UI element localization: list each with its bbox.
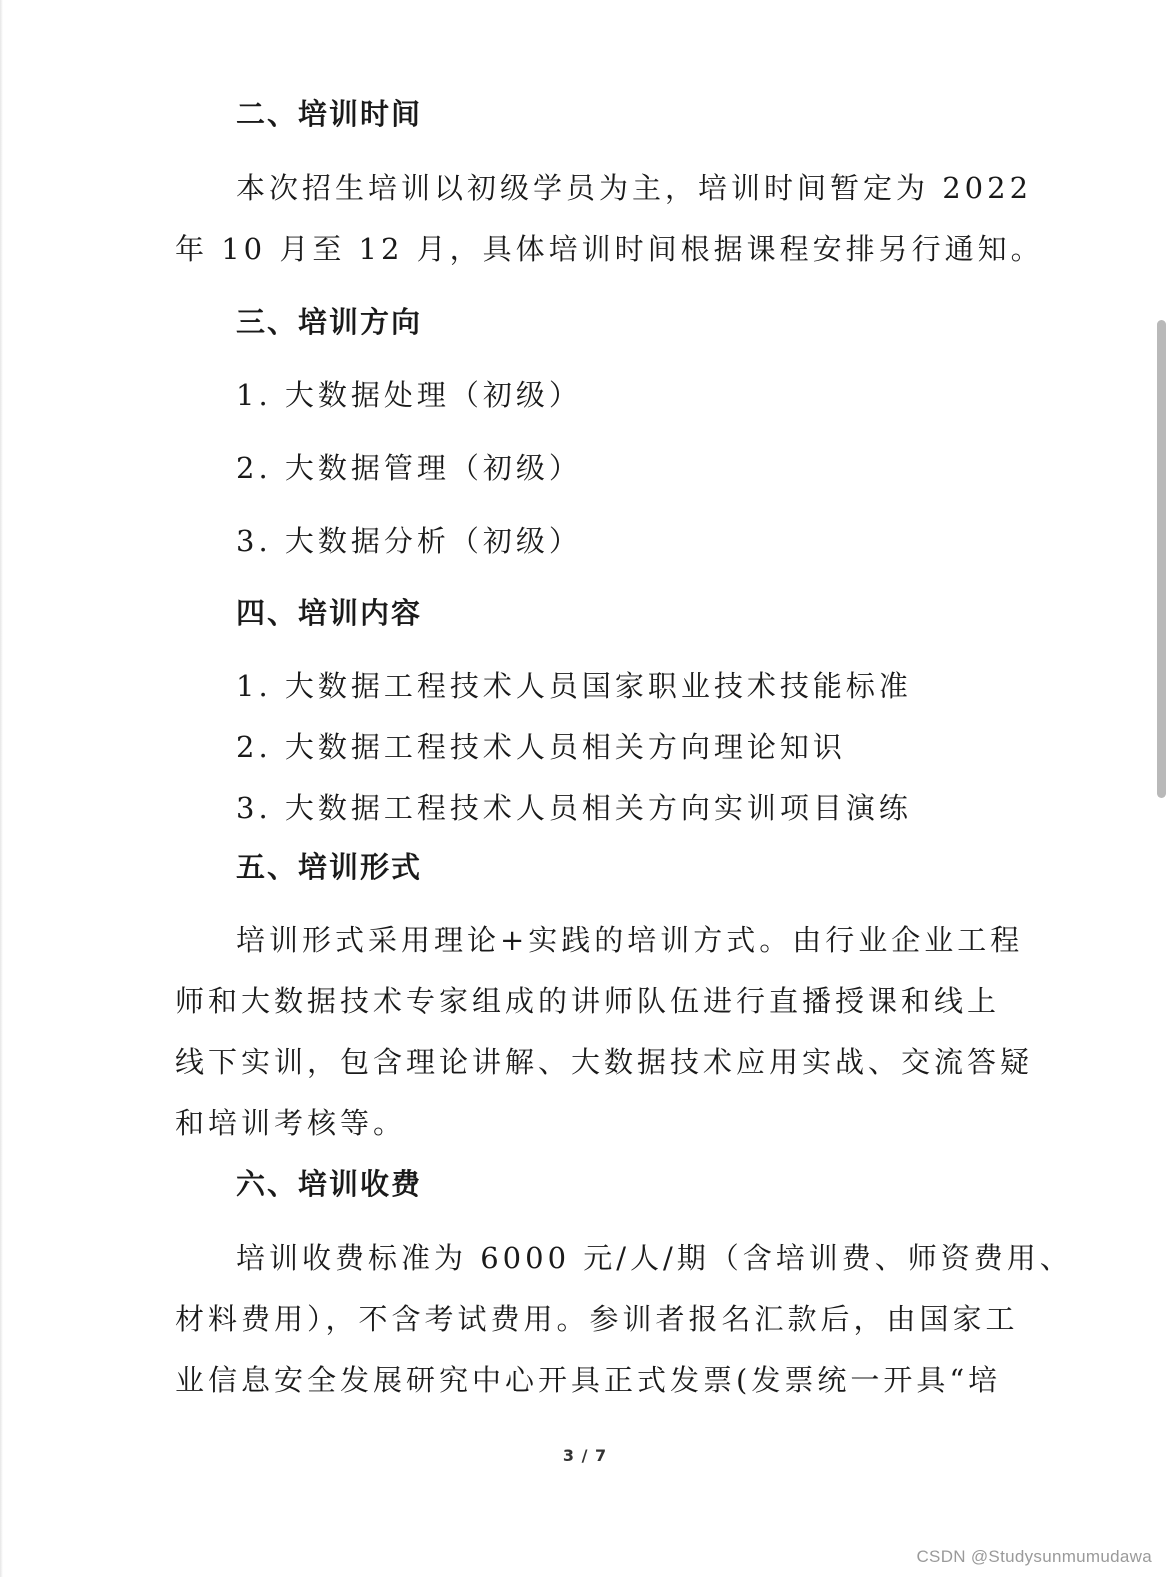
paragraph-line: 培训收费标准为 6000 元/人/期（含培训费、师资费用、 bbox=[236, 1241, 1073, 1275]
list-item: 1. 大数据处理（初级） bbox=[236, 378, 582, 412]
section-heading-training-content: 四、培训内容 bbox=[236, 596, 423, 630]
page-number: 3 / 7 bbox=[562, 1446, 608, 1465]
paragraph-line: 和培训考核等。 bbox=[175, 1106, 407, 1140]
list-item: 2. 大数据工程技术人员相关方向理论知识 bbox=[236, 730, 846, 764]
section-heading-training-format: 五、培训形式 bbox=[236, 850, 423, 884]
section-heading-training-direction: 三、培训方向 bbox=[236, 305, 423, 339]
paragraph-line: 年 10 月至 12 月，具体培训时间根据课程安排另行通知。 bbox=[175, 232, 1044, 266]
scrollbar-thumb[interactable] bbox=[1157, 320, 1166, 798]
list-item: 1. 大数据工程技术人员国家职业技术技能标准 bbox=[236, 669, 912, 703]
csdn-watermark: CSDN @Studysunmumudawa bbox=[916, 1547, 1152, 1566]
page-edge-shadow bbox=[0, 0, 3, 1577]
paragraph-line: 培训形式采用理论+实践的培训方式。由行业企业工程 bbox=[236, 923, 1024, 957]
scrollbar-track[interactable] bbox=[1152, 0, 1170, 1577]
paragraph-line: 材料费用），不含考试费用。参训者报名汇款后，由国家工 bbox=[175, 1302, 1019, 1336]
list-item: 3. 大数据分析（初级） bbox=[236, 524, 582, 558]
paragraph-line: 业信息安全发展研究中心开具正式发票(发票统一开具“培 bbox=[175, 1363, 1002, 1397]
section-heading-training-fee: 六、培训收费 bbox=[236, 1167, 423, 1201]
paragraph-line: 师和大数据技术专家组成的讲师队伍进行直播授课和线上 bbox=[175, 984, 1001, 1018]
paragraph-line: 本次招生培训以初级学员为主，培训时间暂定为 2022 bbox=[236, 171, 1033, 205]
list-item: 2. 大数据管理（初级） bbox=[236, 451, 582, 485]
section-heading-training-time: 二、培训时间 bbox=[236, 97, 423, 131]
paragraph-line: 线下实训，包含理论讲解、大数据技术应用实战、交流答疑 bbox=[175, 1045, 1034, 1079]
list-item: 3. 大数据工程技术人员相关方向实训项目演练 bbox=[236, 791, 912, 825]
